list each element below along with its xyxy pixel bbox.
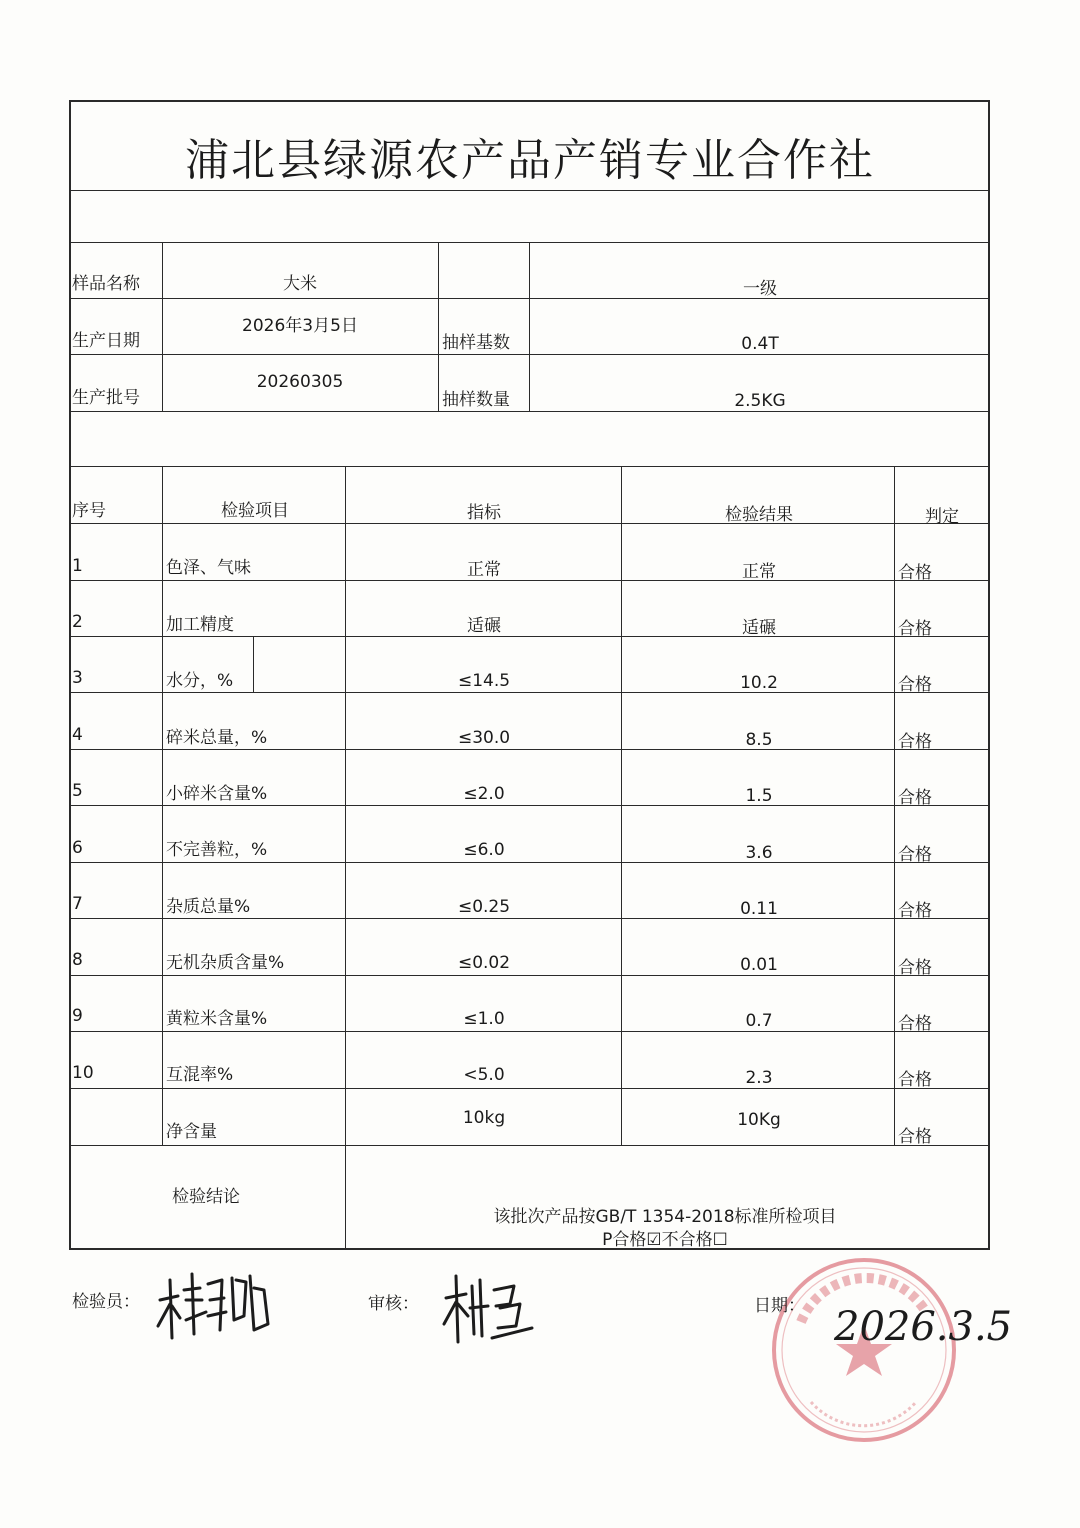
- row-spec: ≤14.5: [457, 671, 511, 691]
- row-verdict: 合格: [898, 619, 932, 639]
- rule: [69, 805, 990, 806]
- row-spec: ≤0.25: [457, 897, 511, 917]
- row-spec: ≤2.0: [463, 784, 505, 804]
- row-spec: 正常: [467, 560, 501, 580]
- row-item: 杂质总量%: [166, 897, 251, 917]
- row-no: 6: [72, 838, 83, 858]
- row-verdict: 合格: [898, 1014, 932, 1034]
- batch-label: 生产批号: [72, 388, 140, 408]
- row-verdict: 合格: [898, 901, 932, 921]
- batch-value: 20260305: [256, 372, 344, 392]
- row-no: 10: [72, 1063, 94, 1083]
- row-verdict: 合格: [898, 563, 932, 583]
- rule: [69, 749, 990, 750]
- row-spec: ≤1.0: [463, 1009, 505, 1029]
- row-item: 小碎米含量%: [166, 784, 268, 804]
- row-spec: ≤30.0: [457, 728, 511, 748]
- sample-name-value: 大米: [283, 274, 317, 294]
- handwritten-date-text: 2026.3.5: [834, 1304, 1013, 1350]
- row-result: 0.01: [740, 955, 778, 975]
- row-verdict: 合格: [898, 732, 932, 752]
- row-verdict: 合格: [898, 845, 932, 865]
- row-spec: 适碾: [467, 616, 501, 636]
- row-item: 不完善粒，%: [166, 840, 268, 860]
- rule: [69, 1088, 990, 1089]
- rule: [345, 466, 346, 1250]
- rule: [69, 918, 990, 919]
- row-no: 1: [72, 556, 83, 576]
- handwritten-date: [830, 1290, 1030, 1352]
- row-verdict: 合格: [898, 788, 932, 808]
- row-no: 5: [72, 781, 83, 801]
- rule: [438, 242, 439, 411]
- row-result: 10.2: [740, 673, 778, 693]
- reviewer-signature: [440, 1268, 540, 1348]
- row-spec: ≤6.0: [463, 840, 505, 860]
- row-spec: <5.0: [463, 1065, 505, 1085]
- row-result: 适碾: [742, 618, 776, 638]
- col-header-item: 检验项目: [221, 501, 289, 521]
- reviewer-label: 审核：: [368, 1294, 419, 1314]
- row-result: 正常: [742, 562, 776, 582]
- row-item: 加工精度: [166, 615, 234, 635]
- row-item: 碎米总量，%: [166, 728, 268, 748]
- rule: [529, 242, 530, 411]
- rule: [69, 411, 990, 412]
- row-item: 水分，%: [166, 671, 234, 691]
- row-result: 10Kg: [737, 1110, 781, 1130]
- prod-date-value: 2026年3月5日: [242, 316, 358, 336]
- row-result: 0.11: [740, 899, 778, 919]
- rule: [69, 1031, 990, 1032]
- row-no: 2: [72, 612, 83, 632]
- row-item: 互混率%: [166, 1065, 234, 1085]
- page-title: 浦北县绿源农产品产销专业合作社: [185, 135, 875, 186]
- rule: [69, 466, 990, 467]
- rule: [69, 636, 990, 637]
- row-no: 4: [72, 725, 83, 745]
- row-verdict: 合格: [898, 958, 932, 978]
- rule: [162, 242, 163, 411]
- rule: [69, 692, 990, 693]
- rule: [162, 466, 163, 1145]
- row-result: 3.6: [745, 843, 773, 863]
- row-no: 3: [72, 668, 83, 688]
- row-item: 色泽、气味: [166, 558, 251, 578]
- row-verdict: 合格: [898, 1070, 932, 1090]
- rule: [894, 466, 895, 1145]
- row-no: 9: [72, 1006, 83, 1026]
- row-no: 7: [72, 894, 83, 914]
- row-result: 2.3: [745, 1068, 773, 1088]
- inspector-signature: [150, 1260, 280, 1350]
- sample-name-label: 样品名称: [72, 274, 140, 294]
- col-header-verdict: 判定: [925, 507, 959, 527]
- row-result: 1.5: [745, 786, 773, 806]
- inspector-label: 检验员：: [72, 1292, 140, 1312]
- conclusion-label: 检验结论: [172, 1187, 240, 1207]
- rule: [69, 523, 990, 524]
- conclusion-result: P合格☑不合格☐: [602, 1230, 728, 1250]
- rule: [621, 466, 622, 1145]
- sampling-qty-label: 抽样数量: [442, 390, 510, 410]
- col-header-spec: 指标: [467, 503, 501, 523]
- rule: [69, 975, 990, 976]
- prod-date-label: 生产日期: [72, 331, 140, 351]
- rule: [253, 636, 254, 692]
- rule: [69, 1145, 990, 1146]
- row-item: 无机杂质含量%: [166, 953, 285, 973]
- row-item: 黄粒米含量%: [166, 1009, 268, 1029]
- rule: [69, 580, 990, 581]
- row-no: 8: [72, 950, 83, 970]
- rule: [69, 190, 990, 191]
- row-result: 0.7: [745, 1011, 773, 1031]
- date-label: 日期：: [754, 1296, 805, 1316]
- row-verdict: 合格: [898, 1127, 932, 1147]
- col-header-no: 序号: [72, 501, 106, 521]
- row-spec: 10kg: [462, 1108, 506, 1128]
- row-spec: ≤0.02: [457, 953, 511, 973]
- row-result: 8.5: [745, 730, 773, 750]
- sampling-qty-value: 2.5KG: [734, 391, 786, 411]
- row-item: 净含量: [166, 1122, 217, 1142]
- grade-value: 一级: [743, 279, 777, 299]
- conclusion-text: 该批次产品按GB/T 1354-2018标准所检项目: [493, 1207, 837, 1227]
- sampling-base-value: 0.4T: [741, 334, 779, 354]
- sampling-base-label: 抽样基数: [442, 333, 510, 353]
- row-verdict: 合格: [898, 675, 932, 695]
- rule: [69, 862, 990, 863]
- col-header-result: 检验结果: [725, 505, 793, 525]
